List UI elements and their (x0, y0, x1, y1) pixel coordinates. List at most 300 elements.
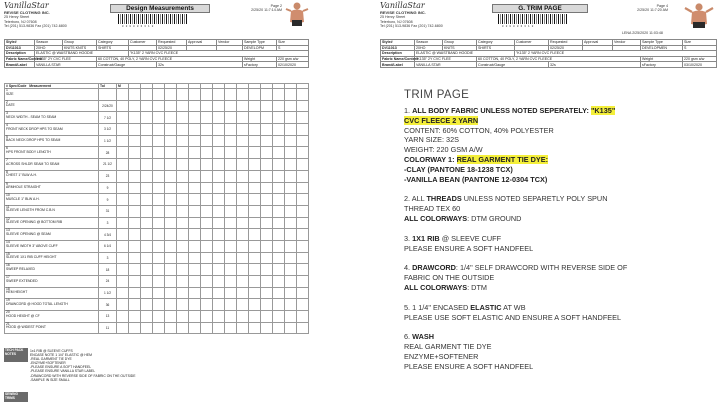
size-cell[interactable] (141, 276, 153, 288)
size-cell[interactable] (153, 205, 165, 217)
size-cell[interactable] (165, 182, 177, 194)
size-cell[interactable] (225, 299, 237, 311)
size-cell[interactable] (273, 182, 285, 194)
size-cell[interactable] (249, 124, 261, 136)
size-cell[interactable] (129, 287, 141, 299)
size-cell[interactable] (225, 240, 237, 252)
size-cell[interactable] (225, 311, 237, 323)
size-cell[interactable] (213, 147, 225, 159)
size-cell[interactable] (237, 311, 249, 323)
size-cell[interactable] (273, 170, 285, 182)
size-cell[interactable] (189, 182, 201, 194)
size-cell[interactable] (141, 147, 153, 159)
size-cell[interactable] (189, 252, 201, 264)
size-cell[interactable] (153, 124, 165, 136)
size-cell[interactable] (141, 229, 153, 241)
size-cell[interactable] (201, 100, 213, 112)
size-cell[interactable] (285, 124, 297, 136)
size-cell[interactable] (249, 159, 261, 171)
size-cell[interactable] (285, 147, 297, 159)
size-cell[interactable] (177, 194, 189, 206)
size-cell[interactable] (297, 147, 309, 159)
size-cell[interactable] (261, 217, 273, 229)
size-cell[interactable] (261, 182, 273, 194)
size-cell[interactable] (129, 182, 141, 194)
size-cell[interactable] (297, 182, 309, 194)
size-cell[interactable] (237, 89, 249, 101)
size-cell[interactable] (225, 100, 237, 112)
size-cell[interactable] (129, 205, 141, 217)
size-cell[interactable] (213, 299, 225, 311)
size-cell[interactable] (129, 229, 141, 241)
size-cell[interactable] (213, 229, 225, 241)
size-cell[interactable] (261, 287, 273, 299)
size-cell[interactable] (249, 170, 261, 182)
size-cell[interactable] (153, 147, 165, 159)
size-cell[interactable] (213, 205, 225, 217)
size-cell[interactable] (141, 135, 153, 147)
size-cell[interactable] (249, 135, 261, 147)
size-cell[interactable] (297, 252, 309, 264)
size-cell[interactable] (153, 252, 165, 264)
size-cell[interactable] (189, 264, 201, 276)
size-cell[interactable] (225, 182, 237, 194)
size-cell[interactable] (261, 311, 273, 323)
size-cell[interactable] (141, 89, 153, 101)
size-cell[interactable] (213, 276, 225, 288)
size-cell[interactable] (297, 287, 309, 299)
size-cell[interactable] (225, 147, 237, 159)
size-cell[interactable] (177, 252, 189, 264)
size-cell[interactable] (117, 322, 129, 334)
size-cell[interactable] (225, 287, 237, 299)
size-cell[interactable] (165, 170, 177, 182)
size-cell[interactable] (141, 299, 153, 311)
size-cell[interactable] (237, 287, 249, 299)
size-cell[interactable] (249, 194, 261, 206)
size-cell[interactable] (273, 287, 285, 299)
size-cell[interactable] (273, 229, 285, 241)
size-cell[interactable] (201, 205, 213, 217)
size-cell[interactable] (117, 264, 129, 276)
size-cell[interactable] (237, 276, 249, 288)
size-cell[interactable] (153, 322, 165, 334)
size-cell[interactable] (273, 311, 285, 323)
size-cell[interactable] (165, 229, 177, 241)
size-cell[interactable] (261, 194, 273, 206)
size-cell[interactable] (201, 229, 213, 241)
size-cell[interactable] (237, 124, 249, 136)
size-cell[interactable] (213, 112, 225, 124)
size-cell[interactable] (177, 205, 189, 217)
size-cell[interactable] (273, 276, 285, 288)
size-cell[interactable] (129, 299, 141, 311)
size-cell[interactable] (225, 205, 237, 217)
size-cell[interactable] (237, 100, 249, 112)
size-cell[interactable] (165, 287, 177, 299)
size-cell[interactable] (297, 100, 309, 112)
size-cell[interactable] (237, 159, 249, 171)
size-cell[interactable] (165, 322, 177, 334)
size-cell[interactable] (201, 147, 213, 159)
size-cell[interactable] (129, 240, 141, 252)
size-cell[interactable] (141, 205, 153, 217)
size-cell[interactable] (285, 89, 297, 101)
size-cell[interactable] (165, 240, 177, 252)
size-cell[interactable] (261, 264, 273, 276)
size-cell[interactable] (153, 112, 165, 124)
size-cell[interactable] (117, 252, 129, 264)
size-cell[interactable] (177, 100, 189, 112)
size-cell[interactable] (177, 287, 189, 299)
size-cell[interactable] (213, 159, 225, 171)
size-cell[interactable] (189, 229, 201, 241)
size-cell[interactable] (261, 276, 273, 288)
size-cell[interactable] (189, 147, 201, 159)
size-cell[interactable] (177, 229, 189, 241)
size-cell[interactable] (249, 89, 261, 101)
size-cell[interactable] (177, 276, 189, 288)
size-cell[interactable] (225, 229, 237, 241)
size-cell[interactable] (285, 182, 297, 194)
size-cell[interactable] (261, 159, 273, 171)
size-cell[interactable] (165, 217, 177, 229)
size-cell[interactable] (141, 322, 153, 334)
size-cell[interactable] (117, 159, 129, 171)
size-cell[interactable] (285, 170, 297, 182)
size-cell[interactable] (165, 276, 177, 288)
size-cell[interactable] (273, 124, 285, 136)
size-cell[interactable] (141, 124, 153, 136)
size-cell[interactable] (141, 264, 153, 276)
size-cell[interactable] (213, 311, 225, 323)
size-cell[interactable] (165, 112, 177, 124)
size-cell[interactable] (117, 100, 129, 112)
size-cell[interactable] (297, 299, 309, 311)
size-cell[interactable] (273, 147, 285, 159)
size-cell[interactable] (225, 264, 237, 276)
size-cell[interactable] (117, 205, 129, 217)
size-cell[interactable] (153, 299, 165, 311)
size-cell[interactable] (165, 205, 177, 217)
size-cell[interactable] (201, 299, 213, 311)
size-cell[interactable] (153, 170, 165, 182)
size-cell[interactable] (153, 217, 165, 229)
size-cell[interactable] (285, 252, 297, 264)
size-cell[interactable] (201, 170, 213, 182)
size-cell[interactable] (273, 240, 285, 252)
size-cell[interactable] (249, 287, 261, 299)
size-cell[interactable] (129, 100, 141, 112)
size-cell[interactable] (201, 159, 213, 171)
size-cell[interactable] (297, 170, 309, 182)
size-cell[interactable] (261, 112, 273, 124)
size-cell[interactable] (273, 159, 285, 171)
size-cell[interactable] (273, 135, 285, 147)
size-cell[interactable] (201, 322, 213, 334)
size-cell[interactable] (273, 299, 285, 311)
size-cell[interactable] (165, 100, 177, 112)
size-cell[interactable] (189, 170, 201, 182)
size-cell[interactable] (189, 89, 201, 101)
size-cell[interactable] (297, 112, 309, 124)
size-cell[interactable] (261, 205, 273, 217)
size-cell[interactable] (213, 194, 225, 206)
size-cell[interactable] (225, 170, 237, 182)
size-cell[interactable] (285, 205, 297, 217)
size-cell[interactable] (249, 147, 261, 159)
size-cell[interactable] (117, 311, 129, 323)
size-cell[interactable] (297, 264, 309, 276)
size-cell[interactable] (201, 89, 213, 101)
size-cell[interactable] (117, 240, 129, 252)
size-cell[interactable] (201, 182, 213, 194)
size-cell[interactable] (177, 89, 189, 101)
size-cell[interactable] (285, 276, 297, 288)
size-cell[interactable] (249, 322, 261, 334)
size-cell[interactable] (213, 264, 225, 276)
size-cell[interactable] (237, 322, 249, 334)
size-cell[interactable] (117, 276, 129, 288)
size-cell[interactable] (285, 264, 297, 276)
size-cell[interactable] (153, 135, 165, 147)
size-cell[interactable] (189, 194, 201, 206)
size-cell[interactable] (225, 112, 237, 124)
size-cell[interactable] (141, 112, 153, 124)
size-cell[interactable] (249, 311, 261, 323)
size-cell[interactable] (177, 322, 189, 334)
size-cell[interactable] (261, 135, 273, 147)
size-cell[interactable] (117, 135, 129, 147)
size-cell[interactable] (261, 322, 273, 334)
size-cell[interactable] (189, 299, 201, 311)
size-cell[interactable] (237, 170, 249, 182)
size-cell[interactable] (177, 240, 189, 252)
size-cell[interactable] (129, 252, 141, 264)
size-cell[interactable] (153, 100, 165, 112)
size-cell[interactable] (225, 276, 237, 288)
size-cell[interactable] (153, 287, 165, 299)
size-cell[interactable] (153, 240, 165, 252)
size-cell[interactable] (201, 217, 213, 229)
size-cell[interactable] (249, 217, 261, 229)
size-cell[interactable] (297, 89, 309, 101)
size-cell[interactable] (273, 89, 285, 101)
size-cell[interactable] (189, 276, 201, 288)
size-cell[interactable] (189, 159, 201, 171)
size-cell[interactable] (285, 194, 297, 206)
size-cell[interactable] (129, 311, 141, 323)
size-cell[interactable] (249, 100, 261, 112)
size-cell[interactable] (117, 287, 129, 299)
size-cell[interactable] (249, 299, 261, 311)
size-cell[interactable] (165, 124, 177, 136)
size-cell[interactable] (177, 299, 189, 311)
size-cell[interactable] (261, 170, 273, 182)
size-cell[interactable] (153, 182, 165, 194)
size-cell[interactable] (213, 170, 225, 182)
size-cell[interactable] (165, 135, 177, 147)
size-cell[interactable] (273, 252, 285, 264)
size-cell[interactable] (285, 217, 297, 229)
size-cell[interactable] (177, 311, 189, 323)
size-cell[interactable] (189, 135, 201, 147)
size-cell[interactable] (249, 112, 261, 124)
size-cell[interactable] (225, 135, 237, 147)
size-cell[interactable] (129, 89, 141, 101)
size-cell[interactable] (177, 217, 189, 229)
size-cell[interactable] (225, 89, 237, 101)
size-cell[interactable] (189, 124, 201, 136)
size-cell[interactable] (153, 276, 165, 288)
size-cell[interactable] (201, 264, 213, 276)
size-cell[interactable] (297, 240, 309, 252)
size-cell[interactable] (189, 311, 201, 323)
size-cell[interactable] (141, 287, 153, 299)
size-cell[interactable] (153, 194, 165, 206)
size-cell[interactable] (237, 205, 249, 217)
size-cell[interactable] (297, 217, 309, 229)
size-cell[interactable] (189, 240, 201, 252)
size-cell[interactable] (117, 112, 129, 124)
size-cell[interactable] (237, 182, 249, 194)
size-cell[interactable] (201, 276, 213, 288)
size-cell[interactable] (237, 252, 249, 264)
size-cell[interactable] (285, 287, 297, 299)
size-cell[interactable] (141, 217, 153, 229)
size-cell[interactable] (213, 322, 225, 334)
size-cell[interactable] (117, 89, 129, 101)
size-cell[interactable] (201, 287, 213, 299)
size-cell[interactable] (117, 194, 129, 206)
size-cell[interactable] (261, 89, 273, 101)
size-cell[interactable] (225, 322, 237, 334)
size-cell[interactable] (213, 252, 225, 264)
size-cell[interactable] (285, 100, 297, 112)
size-cell[interactable] (213, 135, 225, 147)
size-cell[interactable] (249, 182, 261, 194)
size-cell[interactable] (237, 264, 249, 276)
size-cell[interactable] (201, 240, 213, 252)
size-cell[interactable] (285, 112, 297, 124)
size-cell[interactable] (285, 240, 297, 252)
size-cell[interactable] (201, 112, 213, 124)
size-cell[interactable] (129, 170, 141, 182)
size-cell[interactable] (117, 229, 129, 241)
size-cell[interactable] (285, 311, 297, 323)
size-cell[interactable] (189, 112, 201, 124)
size-cell[interactable] (249, 205, 261, 217)
size-cell[interactable] (285, 299, 297, 311)
size-cell[interactable] (237, 147, 249, 159)
size-cell[interactable] (201, 252, 213, 264)
size-cell[interactable] (189, 100, 201, 112)
size-cell[interactable] (189, 217, 201, 229)
size-cell[interactable] (261, 252, 273, 264)
size-cell[interactable] (165, 159, 177, 171)
size-cell[interactable] (213, 89, 225, 101)
size-cell[interactable] (213, 217, 225, 229)
size-cell[interactable] (237, 240, 249, 252)
size-cell[interactable] (201, 311, 213, 323)
size-cell[interactable] (237, 299, 249, 311)
size-cell[interactable] (165, 264, 177, 276)
size-cell[interactable] (177, 124, 189, 136)
size-cell[interactable] (129, 124, 141, 136)
size-cell[interactable] (129, 264, 141, 276)
size-cell[interactable] (189, 205, 201, 217)
size-cell[interactable] (285, 229, 297, 241)
size-cell[interactable] (141, 100, 153, 112)
size-cell[interactable] (129, 112, 141, 124)
size-cell[interactable] (213, 240, 225, 252)
size-cell[interactable] (117, 170, 129, 182)
size-cell[interactable] (225, 124, 237, 136)
size-cell[interactable] (141, 182, 153, 194)
size-cell[interactable] (177, 112, 189, 124)
size-cell[interactable] (153, 159, 165, 171)
size-cell[interactable] (297, 276, 309, 288)
size-cell[interactable] (129, 147, 141, 159)
size-cell[interactable] (225, 217, 237, 229)
size-cell[interactable] (249, 276, 261, 288)
size-cell[interactable] (117, 299, 129, 311)
size-cell[interactable] (141, 311, 153, 323)
size-cell[interactable] (141, 194, 153, 206)
size-cell[interactable] (285, 159, 297, 171)
size-cell[interactable] (165, 194, 177, 206)
size-cell[interactable] (141, 159, 153, 171)
size-cell[interactable] (237, 229, 249, 241)
size-cell[interactable] (141, 240, 153, 252)
size-cell[interactable] (237, 112, 249, 124)
size-cell[interactable] (189, 322, 201, 334)
size-cell[interactable] (297, 322, 309, 334)
size-cell[interactable] (129, 322, 141, 334)
size-cell[interactable] (273, 322, 285, 334)
size-cell[interactable] (129, 159, 141, 171)
size-cell[interactable] (177, 159, 189, 171)
size-cell[interactable] (201, 124, 213, 136)
size-cell[interactable] (261, 147, 273, 159)
size-cell[interactable] (237, 194, 249, 206)
size-cell[interactable] (273, 100, 285, 112)
size-cell[interactable] (129, 194, 141, 206)
size-cell[interactable] (141, 252, 153, 264)
size-cell[interactable] (249, 229, 261, 241)
size-cell[interactable] (297, 229, 309, 241)
size-cell[interactable] (201, 194, 213, 206)
size-cell[interactable] (261, 100, 273, 112)
size-cell[interactable] (237, 135, 249, 147)
size-cell[interactable] (165, 311, 177, 323)
size-cell[interactable] (273, 205, 285, 217)
size-cell[interactable] (237, 217, 249, 229)
size-cell[interactable] (261, 240, 273, 252)
size-cell[interactable] (273, 217, 285, 229)
size-cell[interactable] (177, 147, 189, 159)
size-cell[interactable] (177, 264, 189, 276)
size-cell[interactable] (165, 252, 177, 264)
size-cell[interactable] (117, 182, 129, 194)
size-cell[interactable] (153, 311, 165, 323)
size-cell[interactable] (261, 124, 273, 136)
size-cell[interactable] (177, 182, 189, 194)
size-cell[interactable] (213, 182, 225, 194)
size-cell[interactable] (189, 287, 201, 299)
size-cell[interactable] (297, 311, 309, 323)
size-cell[interactable] (129, 135, 141, 147)
